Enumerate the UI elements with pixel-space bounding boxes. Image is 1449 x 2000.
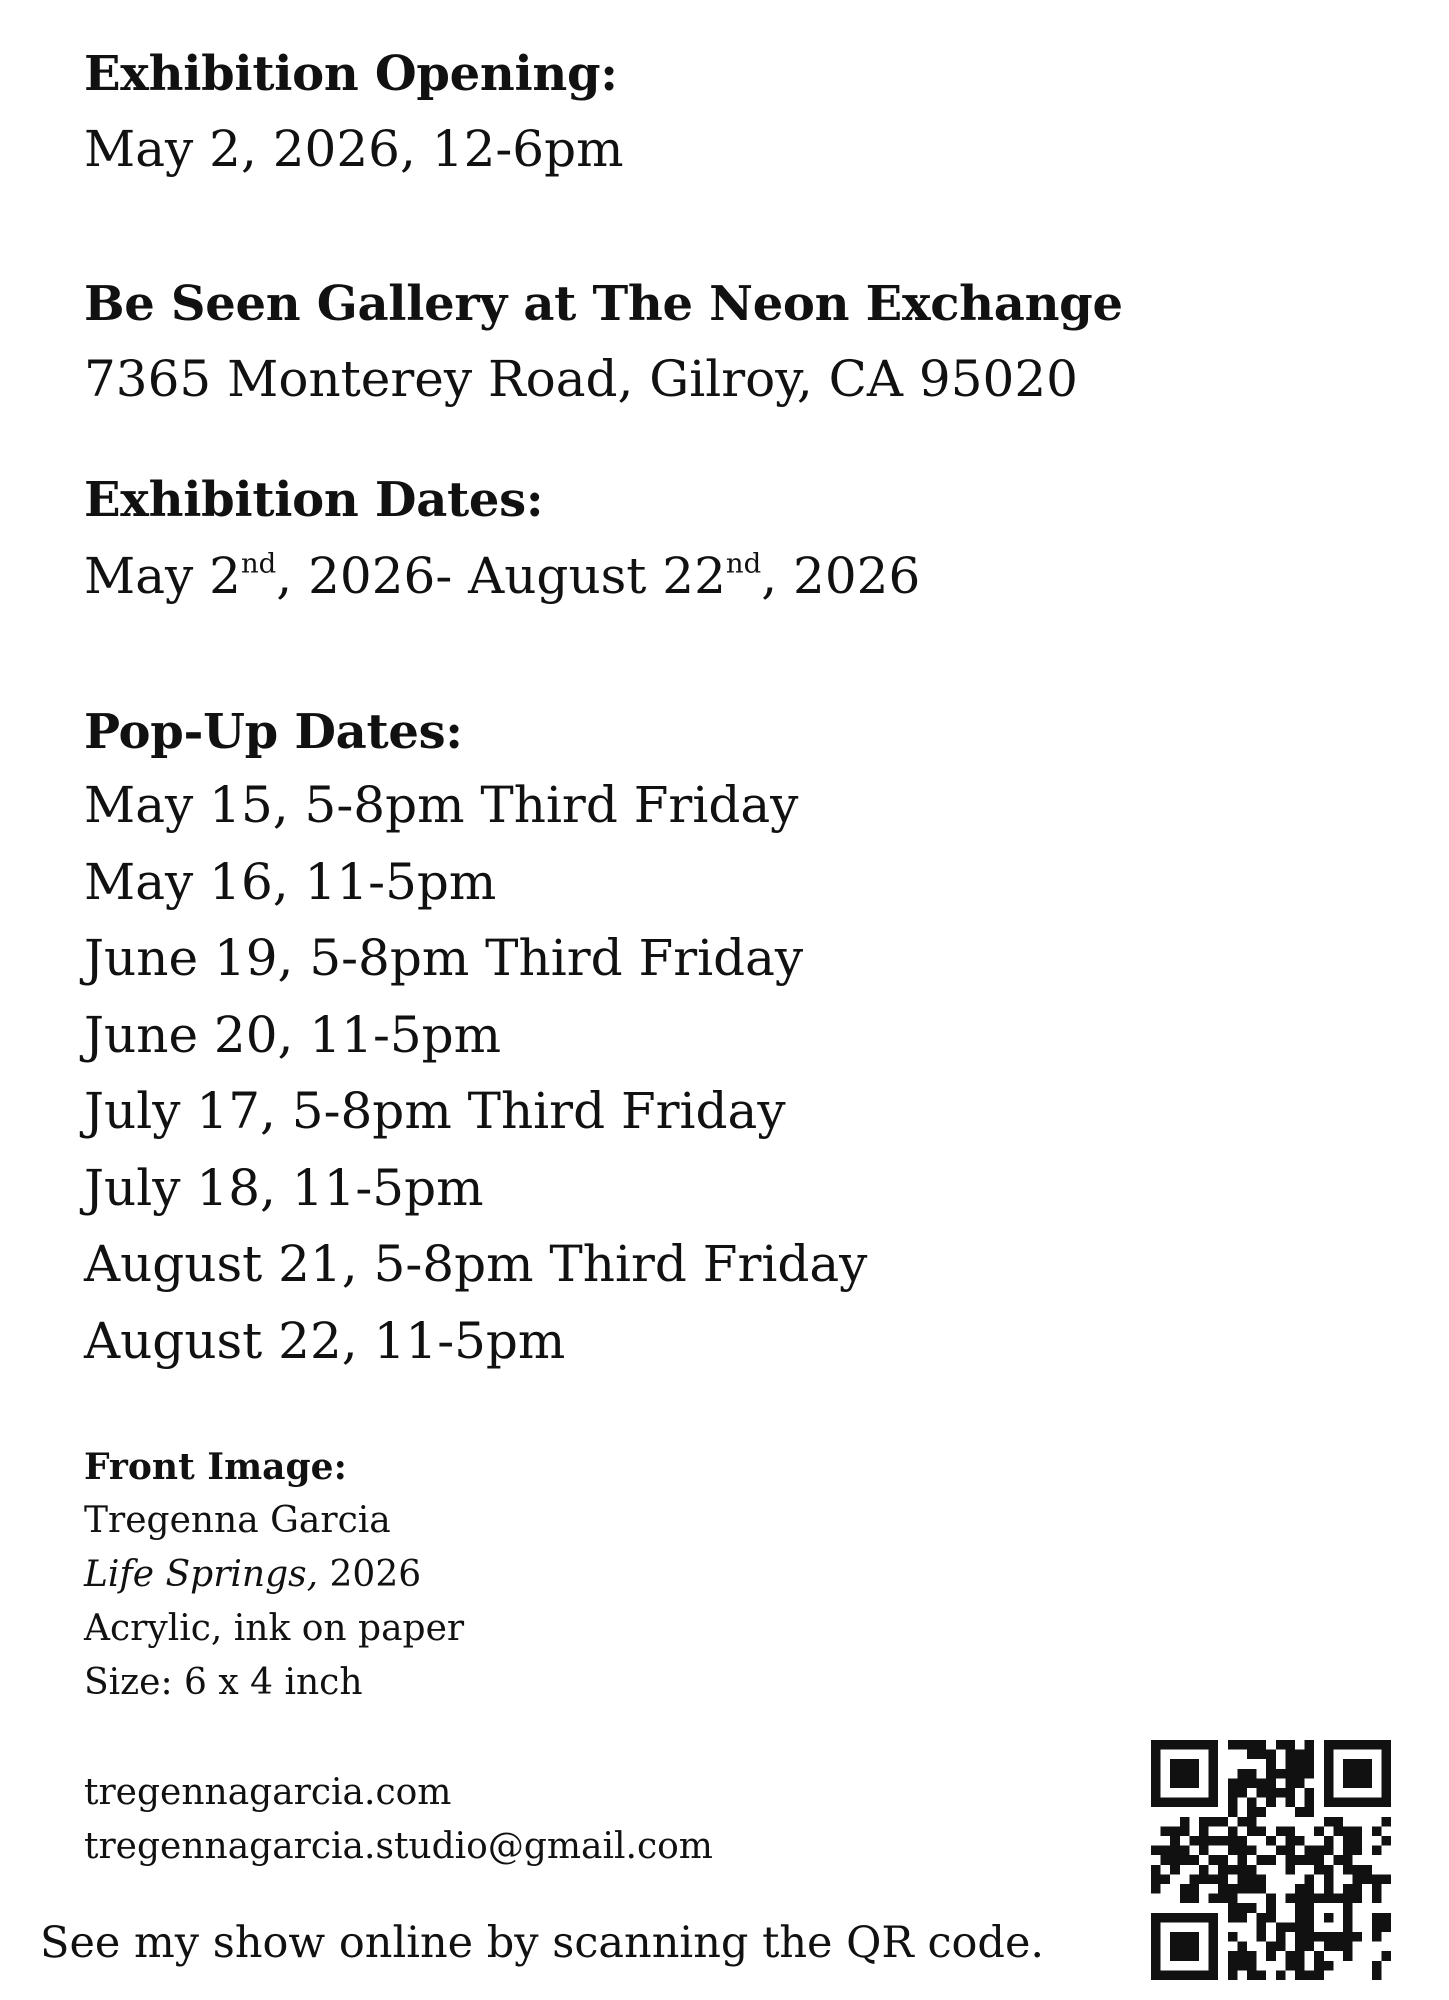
- website-link[interactable]: tregennagarcia.com: [84, 1772, 452, 1813]
- email-link[interactable]: tregennagarcia.studio@gmail.com: [84, 1826, 713, 1867]
- opening-datetime: May 2, 2026, 12-6pm: [84, 120, 624, 178]
- popup-date-item: May 15, 5-8pm Third Friday: [84, 776, 799, 834]
- popup-date-item: July 18, 11-5pm: [84, 1158, 484, 1217]
- venue-address: 7365 Monterey Road, Gilroy, CA 95020: [84, 350, 1078, 408]
- front-image-heading: Front Image:: [84, 1446, 347, 1488]
- popup-date-item: August 22, 11-5pm: [84, 1311, 566, 1370]
- artist-name: Tregenna Garcia: [84, 1500, 391, 1541]
- exhibition-dates-range: [84, 547, 921, 605]
- popup-date-item: August 21, 5-8pm Third Friday: [84, 1235, 868, 1293]
- exhibition-dates-heading: Exhibition Dates:: [84, 472, 544, 528]
- venue-name: Be Seen Gallery at The Neon Exchange: [84, 276, 1123, 332]
- artwork-size: Size: 6 x 4 inch: [84, 1662, 363, 1703]
- popup-date-item: June 20, 11-5pm: [84, 1005, 502, 1064]
- popup-date-item: July 17, 5-8pm Third Friday: [84, 1082, 786, 1140]
- start-date: May 2: [84, 547, 241, 605]
- artwork-medium: Acrylic, ink on paper: [84, 1608, 465, 1649]
- end-date: August 22: [468, 547, 726, 605]
- popup-heading: Pop-Up Dates:: [84, 704, 463, 760]
- end-year: , 2026: [761, 547, 921, 605]
- end-date-suffix: nd: [725, 547, 762, 580]
- qr-prompt: See my show online by scanning the QR code.: [40, 1918, 1045, 1968]
- opening-heading: Exhibition Opening:: [84, 46, 618, 102]
- qr-code-icon[interactable]: [1151, 1740, 1391, 1980]
- popup-date-item: June 19, 5-8pm Third Friday: [84, 929, 804, 987]
- artwork-title-line: [84, 1554, 422, 1595]
- popup-date-item: May 16, 11-5pm: [84, 852, 497, 911]
- start-date-suffix: nd: [240, 547, 277, 580]
- popup-date-list: [84, 776, 868, 1392]
- artwork-title: Life Springs,: [84, 1554, 319, 1595]
- artwork-year: 2026: [318, 1554, 422, 1595]
- start-year: , 2026-: [276, 547, 469, 605]
